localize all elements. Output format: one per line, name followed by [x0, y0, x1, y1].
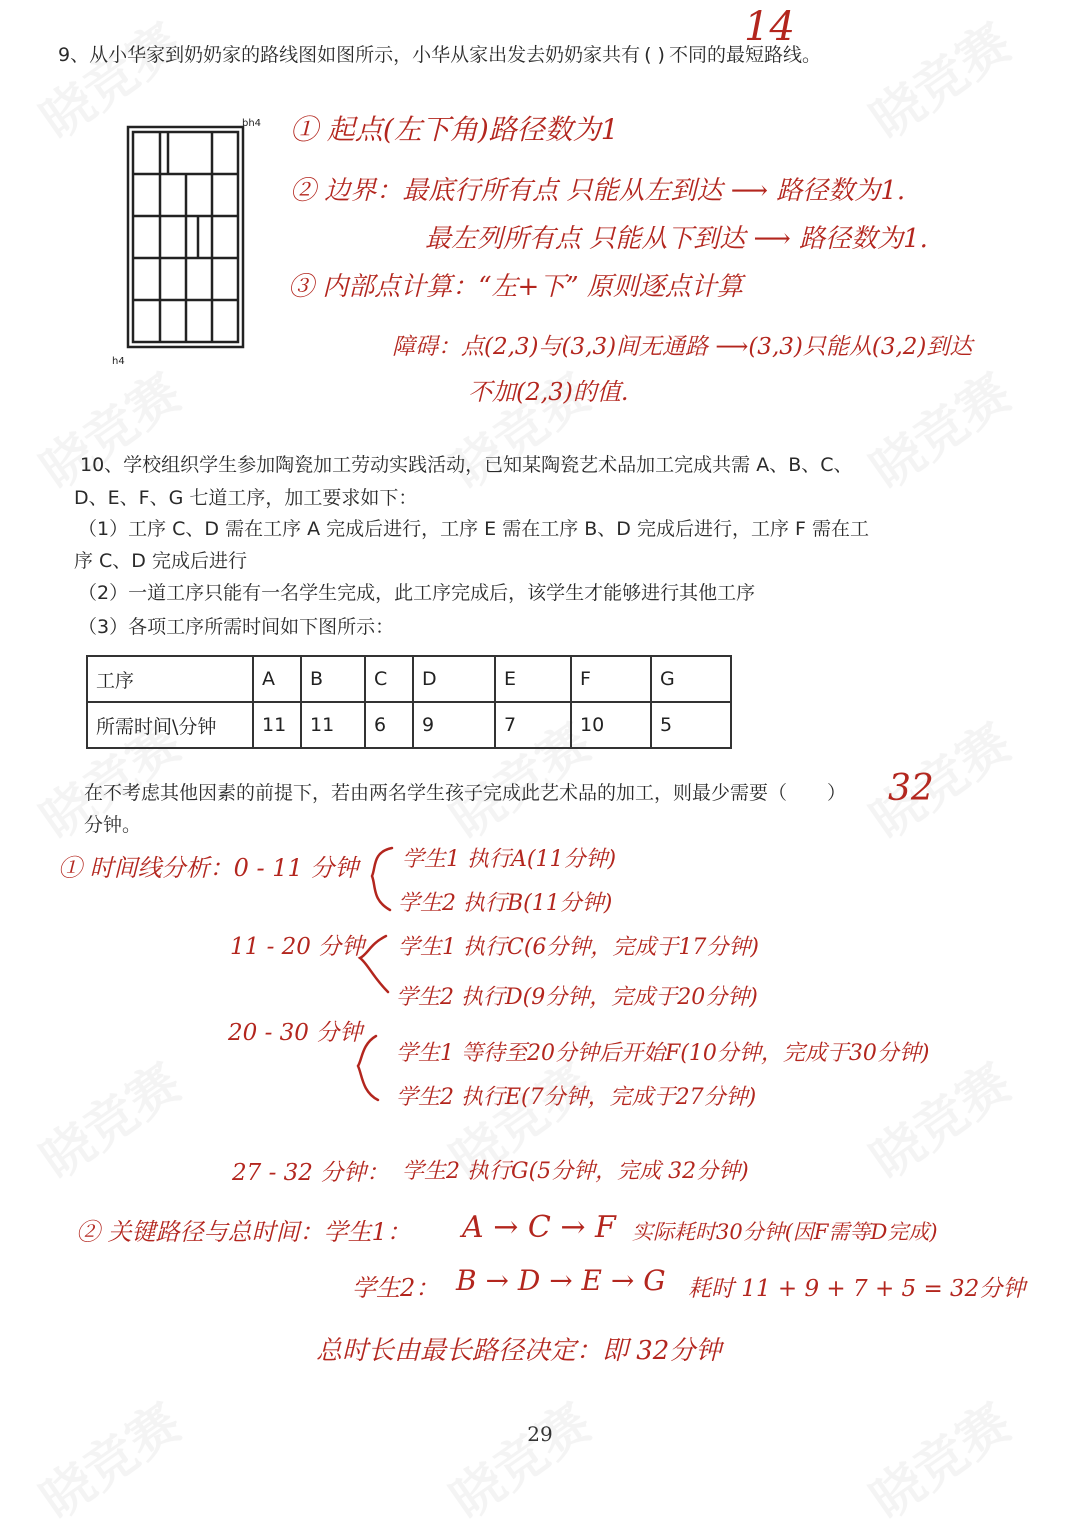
- phase3-student1: 学生1 等待至20分钟后开始F(10分钟，完成于30分钟): [396, 1041, 930, 1066]
- table-cell: 工序: [87, 656, 253, 702]
- q9-note-5: 障碍：点(2,3)与(3,3)间无通路 ⟶(3,3)只能从(3,2)到达: [392, 334, 973, 360]
- phase2-label: 11 - 20 分钟: [230, 934, 365, 960]
- table-cell: G: [651, 656, 731, 702]
- q9-text-after: 不同的最短路线。: [668, 44, 821, 66]
- q10-line-3: （1）工序 C、D 需在工序 A 完成后进行，工序 E 需在工序 B、D 完成后进行，工序 F 需在工: [78, 518, 869, 540]
- phase3-student2: 学生2 执行E(7分钟，完成于27分钟): [396, 1085, 757, 1110]
- table-cell: 7: [495, 702, 571, 748]
- phase2-student1: 学生1 执行C(6分钟，完成于17分钟): [398, 935, 759, 960]
- q10-line-5: （2）一道工序只能有一名学生完成，此工序完成后，该学生才能够进行其他工序: [78, 582, 756, 604]
- table-cell: F: [571, 656, 651, 702]
- q9-text-before: 9、从小华家到奶奶家的路线图如图所示，小华从家出发去奶奶家共有: [58, 44, 641, 66]
- q9-handwritten-answer: 14: [744, 4, 795, 50]
- table-cell: 11: [253, 702, 301, 748]
- q9-note-6: 不加(2,3)的值.: [468, 378, 629, 406]
- map-label-top: bh4: [242, 118, 262, 129]
- q10-line-1: 10、学校组织学生参加陶瓷加工劳动实践活动，已知某陶瓷艺术品加工完成共需 A、B、C、: [80, 454, 853, 476]
- q10-line-6: （3）各项工序所需时间如下图所示：: [78, 616, 395, 638]
- table-cell: E: [495, 656, 571, 702]
- student1-path: A → C → F: [462, 1210, 616, 1245]
- student2-label: 学生2：: [352, 1274, 440, 1302]
- timeline-title: ① 时间线分析：0 - 11 分钟: [58, 854, 359, 882]
- q10-question-close: ）: [827, 782, 847, 804]
- table-cell: C: [365, 656, 413, 702]
- page-number: 29: [527, 1422, 553, 1446]
- q10-handwritten-answer: 32: [888, 768, 934, 809]
- q9-note-3: 最左列所有点 只能从下到达 ⟶ 路径数为1.: [425, 224, 928, 254]
- table-cell: B: [301, 656, 365, 702]
- table-cell: 11: [301, 702, 365, 748]
- total-time: 总时长由最长路径决定：即 32分钟: [316, 1336, 722, 1366]
- q9-note-4: ③ 内部点计算：“左+下” 原则逐点计算: [288, 272, 743, 302]
- phase2-student2: 学生2 执行D(9分钟，完成于20分钟): [396, 985, 758, 1010]
- q10-question-end: 分钟。: [84, 814, 142, 836]
- q9-blank: ( ): [644, 44, 665, 66]
- q9-note-1: ① 起点(左下角)路径数为1: [290, 113, 619, 146]
- phase1-student2: 学生2 执行B(11分钟): [398, 891, 613, 916]
- table-cell: 9: [413, 702, 495, 748]
- q10-question-text: 在不考虑其他因素的前提下，若由两名学生孩子完成此艺术品的加工，则最少需要（: [84, 782, 788, 804]
- table-cell: A: [253, 656, 301, 702]
- table-cell: 5: [651, 702, 731, 748]
- student2-path: B → D → E → G: [456, 1264, 666, 1297]
- table-cell: 6: [365, 702, 413, 748]
- table-cell: D: [413, 656, 495, 702]
- table-cell: 所需时间\分钟: [87, 702, 253, 748]
- student2-note: 耗时 11 + 9 + 7 + 5 = 32分钟: [688, 1276, 1026, 1302]
- q10-line-2: D、E、F、G 七道工序，加工要求如下：: [74, 487, 418, 509]
- q9-note-2: ② 边界：最底行所有点 只能从左到达 ⟶ 路径数为1.: [290, 176, 906, 206]
- phase3-label: 20 - 30 分钟: [228, 1020, 363, 1046]
- table-cell: 10: [571, 702, 651, 748]
- phase4-label: 27 - 32 分钟：: [232, 1160, 390, 1186]
- phase1-student1: 学生1 执行A(11分钟): [402, 847, 617, 872]
- student1-note: 实际耗时30分钟(因F需等D完成): [632, 1220, 938, 1244]
- phase4-student2: 学生2 执行G(5分钟，完成 32分钟): [402, 1159, 749, 1184]
- critical-path-title: ② 关键路径与总时间：学生1：: [76, 1218, 411, 1246]
- q10-line-4: 序 C、D 完成后进行: [74, 550, 247, 572]
- map-label-bottom: h4: [112, 356, 125, 367]
